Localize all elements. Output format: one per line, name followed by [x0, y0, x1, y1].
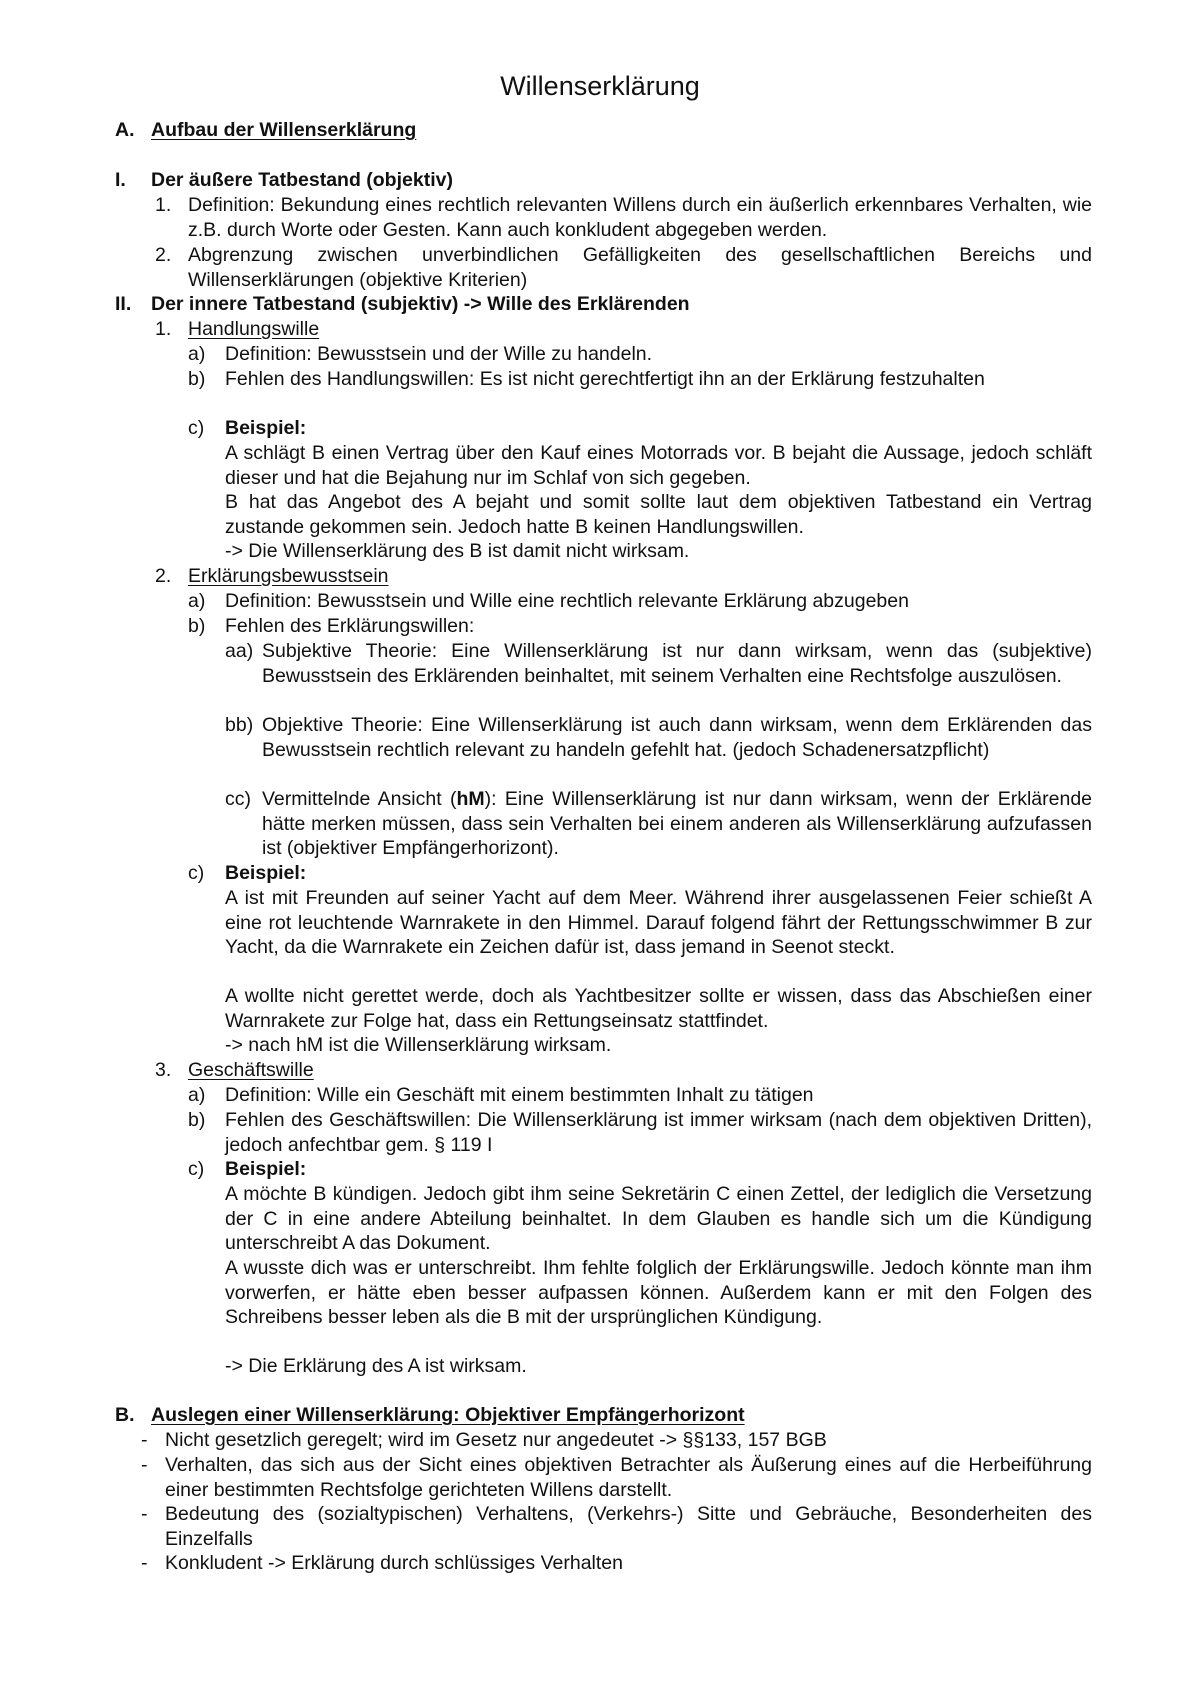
handlungswille-c-label: c) — [188, 417, 205, 439]
part-ii-marker: II. — [115, 293, 132, 315]
list-bullet: - — [141, 1503, 148, 1525]
part-i-marker: I. — [115, 169, 126, 191]
handlungswille-example-conclusion: -> Die Willenserklärung des B ist damit nicht wirksam. — [225, 540, 690, 562]
section-a-marker: A. — [115, 119, 135, 141]
section-a-heading: Aufbau der Willenserklärung — [151, 119, 417, 141]
handlungswille-example-p1: A schlägt B einen Vertrag über den Kauf eines Motorrads vor. B bejaht die Aussage, jedoch schläft dieser und hat die Bejahung nur im Schlaf von sich gegeben. — [225, 442, 1092, 489]
geschaeftswille-a-text: Definition: Wille ein Geschäft mit einem bestimmten Inhalt zu tätigen — [225, 1084, 814, 1106]
theory-bb-label: bb) — [225, 714, 254, 736]
geschaeftswille-example-p1: A möchte B kündigen. Jedoch gibt ihm seine Sekretärin C einen Zettel, der lediglich die Versetzung der C in eine andere Abteilung beinhaltet. In dem Glauben es handle sich um die Kündigung unterschreibt A das Dokument. — [225, 1183, 1092, 1254]
theory-aa-text: Subjektive Theorie: Eine Willenserklärung ist nur dann wirksam, wenn das (subjektive) Bewusstsein des Erklärenden beinhaltet, mit seinem Verhalten eine Rechtsfolge auszulösen. — [262, 640, 1092, 687]
handlungswille-b-label: b) — [188, 368, 206, 390]
erklaerungsbewusstsein-c-label: c) — [188, 862, 205, 884]
erklaerungsbewusstsein-example-heading: Beispiel: — [225, 862, 307, 884]
section-b-item-1: Nicht gesetzlich geregelt; wird im Gesetz nur angedeutet -> §§133, 157 BGB — [165, 1429, 827, 1451]
geschaeftswille-example-p2: A wusste dich was er unterschreibt. Ihm fehlte folglich der Erklärungswille. Jedoch könnte man ihm vorwerfen, er hätte eben besser aufpassen können. Außerdem kann er mit den Folgen des Schreibens besser leben als die B mit der ursprünglichen Kündigung. — [225, 1257, 1092, 1328]
geschaeftswille-a-label: a) — [188, 1084, 206, 1106]
geschaeftswille-c-label: c) — [188, 1158, 205, 1180]
theory-aa-label: aa) — [225, 640, 254, 662]
theory-cc-label: cc) — [225, 788, 251, 810]
part-i-item-2-text: Abgrenzung zwischen unverbindlichen Gefälligkeiten des gesellschaftlichen Bereichs und Willenserklärungen (objektive Kriterien) — [188, 244, 1092, 291]
erklaerungsbewusstsein-example-p1: A ist mit Freunden auf seiner Yacht auf dem Meer. Während ihrer ausgelassenen Feier schießt A eine rot leuchtende Warnrakete in den Himmel. Darauf folgend fährt der Rettungsschwimmer B zur Yacht, da die Warnrakete ein Zeichen dafür ist, dass jemand in Seenot steckt. — [225, 887, 1092, 958]
geschaeftswille-b-label: b) — [188, 1109, 206, 1131]
section-b-marker: B. — [115, 1404, 135, 1426]
theory-cc-text-start: Vermittelnde Ansicht ( — [262, 788, 457, 810]
handlungswille-a-text: Definition: Bewusstsein und der Wille zu handeln. — [225, 343, 653, 365]
section-b-heading: Auslegen einer Willenserklärung: Objektiver Empfängerhorizont — [151, 1404, 745, 1426]
erklaerungsbewusstsein-example-conclusion: -> nach hM ist die Willenserklärung wirksam. — [225, 1034, 612, 1056]
erklaerungsbewusstsein-example-p2: A wollte nicht gerettet werde, doch als Yachtbesitzer sollte er wissen, dass das Abschießen einer Warnrakete zur Folge hat, dass ein Rettungseinsatz stattfindet. — [225, 985, 1092, 1032]
handlungswille-a-label: a) — [188, 343, 206, 365]
list-bullet: - — [141, 1454, 148, 1476]
part-i-item-1-number: 1. — [155, 194, 172, 216]
erklaerungsbewusstsein-b-label: b) — [188, 615, 206, 637]
geschaeftswille-title: Geschäftswille — [188, 1059, 314, 1081]
erklaerungsbewusstsein-b-text: Fehlen des Erklärungswillen: — [225, 615, 475, 637]
handlungswille-example-p2: B hat das Angebot des A bejaht und somit sollte laut dem objektiven Tatbestand ein Vertrag zustande gekommen sein. Jedoch hatte B keinen Handlungswillen. — [225, 491, 1092, 538]
geschaeftswille-example-heading: Beispiel: — [225, 1158, 307, 1180]
handlungswille-example-heading: Beispiel: — [225, 417, 307, 439]
part-i-item-2-number: 2. — [155, 244, 172, 266]
erklaerungsbewusstsein-number: 2. — [155, 565, 172, 587]
handlungswille-number: 1. — [155, 318, 172, 340]
erklaerungsbewusstsein-a-text: Definition: Bewusstsein und Wille eine rechtlich relevante Erklärung abzugeben — [225, 590, 909, 612]
handlungswille-b-text: Fehlen des Handlungswillen: Es ist nicht gerechtfertigt ihn an der Erklärung festzuhalten — [225, 368, 985, 390]
geschaeftswille-b-text: Fehlen des Geschäftswillen: Die Willenserklärung ist immer wirksam (nach dem objektiven Dritten), jedoch anfechtbar gem. § 119 I — [225, 1109, 1092, 1156]
theory-cc-text — [262, 787, 1092, 861]
theory-cc-text-end: ): Eine Willenserklärung ist nur dann wirksam, wenn der Erklärende hätte merken müssen, dass sein Verhalten bei einem anderen als Willenserklärung aufzufassen ist (objektiver Empfängerhorizont). — [262, 788, 1093, 859]
erklaerungsbewusstsein-title: Erklärungsbewusstsein — [188, 565, 389, 587]
list-bullet: - — [141, 1429, 148, 1451]
geschaeftswille-number: 3. — [155, 1059, 172, 1081]
theory-bb-text: Objektive Theorie: Eine Willenserklärung ist auch dann wirksam, wenn dem Erklärenden das Bewusstsein rechtlich relevant zu handeln gefehlt hat. (jedoch Schadenersatzpflicht) — [262, 714, 1092, 761]
geschaeftswille-example-conclusion: -> Die Erklärung des A ist wirksam. — [225, 1355, 527, 1377]
part-i-item-1-text: Definition: Bekundung eines rechtlich relevanten Willens durch ein äußerlich erkennbares Verhalten, wie z.B. durch Worte oder Gesten. Kann auch konkludent abgegeben werden. — [188, 194, 1092, 241]
erklaerungsbewusstsein-a-label: a) — [188, 590, 206, 612]
section-b-item-4: Konkludent -> Erklärung durch schlüssiges Verhalten — [165, 1552, 623, 1574]
section-b-item-3: Bedeutung des (sozialtypischen) Verhaltens, (Verkehrs-) Sitte und Gebräuche, Besonderheiten des Einzelfalls — [165, 1503, 1092, 1550]
part-ii-heading: Der innere Tatbestand (subjektiv) -> Wille des Erklärenden — [151, 293, 690, 315]
section-b-item-2: Verhalten, das sich aus der Sicht eines objektiven Betrachter als Äußerung eines auf die Herbeiführung einer bestimmten Rechtsfolge gerichteten Willens darstellt. — [165, 1454, 1092, 1501]
document-title: Willenserklärung — [500, 71, 700, 101]
list-bullet: - — [141, 1552, 148, 1574]
handlungswille-title: Handlungswille — [188, 318, 320, 340]
part-i-heading: Der äußere Tatbestand (objektiv) — [151, 169, 453, 191]
theory-cc-hm-emphasis: hM — [456, 788, 485, 810]
